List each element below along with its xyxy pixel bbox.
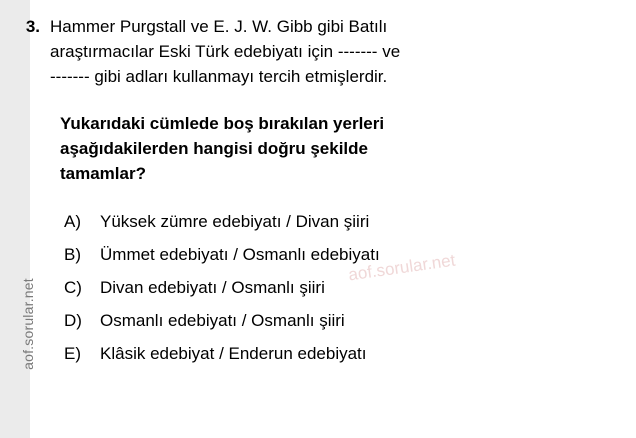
options-list [64,210,620,365]
question-stem-text [50,14,620,89]
question-block [20,14,620,375]
option-b-text: Ümmet edebiyatı / Osmanlı edebiyatı [100,245,380,264]
option-a-text: Yüksek zümre edebiyatı / Divan şiiri [100,212,370,231]
option-e-text: Klâsik edebiyat / Enderun edebiyatı [100,344,367,363]
watermark-diagonal-text: aof.sorular.net [347,250,457,285]
option-e-letter: E) [64,344,81,363]
prompt-line-3: tamamlar? [60,164,146,183]
watermark-left-text: aof.sorular.net [20,278,36,370]
prompt-line-1: Yukarıdaki cümlede boş bırakılan yerleri [60,114,385,133]
option-c-letter: C) [64,278,82,297]
stem-line-1: Hammer Purgstall ve E. J. W. Gibb gibi Batılı [50,17,388,36]
option-c[interactable] [64,276,620,299]
option-a-letter: A) [64,212,81,231]
prompt-line-2: aşağıdakilerden hangisi doğru şekilde [60,139,368,158]
question-stem [20,14,620,89]
question-number: 3. [25,17,40,36]
stem-line-3: ------- gibi adları kullanmayı tercih etmişlerdir. [50,67,388,86]
option-d-letter: D) [64,311,82,330]
option-a[interactable] [64,210,620,233]
option-d-text: Osmanlı edebiyatı / Osmanlı şiiri [100,311,345,330]
question-prompt [60,111,578,186]
stem-line-2: araştırmacılar Eski Türk edebiyatı için ------- ve [50,42,401,61]
option-b-letter: B) [64,245,81,264]
option-c-text: Divan edebiyatı / Osmanlı şiiri [100,278,325,297]
option-b[interactable] [64,243,620,266]
option-d[interactable] [64,309,620,332]
option-e[interactable] [64,342,620,365]
